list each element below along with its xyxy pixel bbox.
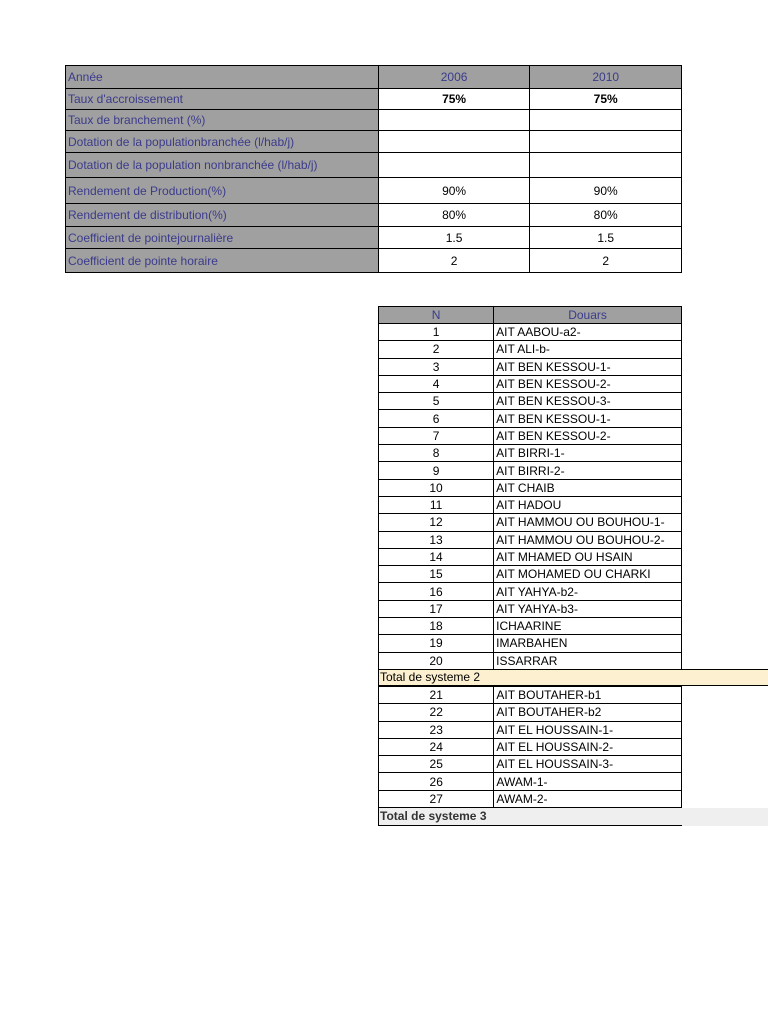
parameter-row	[66, 131, 682, 153]
parameters-table	[65, 65, 682, 273]
douar-name: ICHAARINE	[494, 618, 682, 635]
douar-name: AWAM-1-	[494, 773, 682, 790]
douar-name: AIT EL HOUSSAIN-1-	[494, 721, 682, 738]
douar-number: 19	[379, 635, 494, 652]
parameter-row	[66, 204, 682, 227]
table-bottom-border	[378, 825, 682, 826]
total-system-3-row: Total de systeme 3	[378, 808, 768, 826]
parameter-value-2006	[378, 153, 530, 178]
douar-number: 10	[379, 479, 494, 496]
douar-number: 24	[379, 738, 494, 755]
parameter-value-2010: 1.5	[530, 227, 682, 249]
douar-name: AIT BIRRI-1-	[494, 445, 682, 462]
parameter-row	[66, 178, 682, 204]
parameters-header-row	[66, 66, 682, 89]
douar-number: 25	[379, 756, 494, 773]
table-row	[379, 704, 682, 721]
parameter-label: Coefficient de pointe horaire	[66, 249, 379, 273]
douar-name: AIT HAMMOU OU BOUHOU-1-	[494, 514, 682, 531]
parameter-row	[66, 110, 682, 131]
table-row	[379, 738, 682, 755]
parameter-row	[66, 89, 682, 110]
table-row	[379, 548, 682, 565]
douar-name: AWAM-2-	[494, 790, 682, 807]
douar-name: AIT BEN KESSOU-1-	[494, 410, 682, 427]
table-row	[379, 375, 682, 392]
table-row	[379, 790, 682, 807]
douar-number: 13	[379, 531, 494, 548]
douar-number: 26	[379, 773, 494, 790]
douar-number: 22	[379, 704, 494, 721]
table-row	[379, 531, 682, 548]
table-row	[379, 462, 682, 479]
parameter-value-2006: 90%	[378, 178, 530, 204]
parameter-row	[66, 153, 682, 178]
parameter-value-2006	[378, 110, 530, 131]
table-row	[379, 583, 682, 600]
douar-name: AIT AABOU-a2-	[494, 324, 682, 341]
douar-name: AIT MOHAMED OU CHARKI	[494, 566, 682, 583]
douar-name: AIT MHAMED OU HSAIN	[494, 548, 682, 565]
table-row	[379, 410, 682, 427]
douar-number: 6	[379, 410, 494, 427]
douar-name: AIT YAHYA-b3-	[494, 600, 682, 617]
douar-name: ISSARRAR	[494, 652, 682, 669]
douar-name: AIT BEN KESSOU-1-	[494, 358, 682, 375]
year-2010-header: 2010	[530, 66, 682, 89]
parameter-value-2006: 2	[378, 249, 530, 273]
table-row	[379, 427, 682, 444]
douars-table	[378, 306, 682, 670]
douars-group-system-3	[379, 687, 682, 808]
n-column-header: N	[379, 307, 494, 324]
douar-name: IMARBAHEN	[494, 635, 682, 652]
table-row	[379, 566, 682, 583]
parameter-value-2006	[378, 131, 530, 153]
douar-name: AIT HAMMOU OU BOUHOU-2-	[494, 531, 682, 548]
parameter-row	[66, 249, 682, 273]
year-2006-header: 2006	[378, 66, 530, 89]
parameter-value-2010: 90%	[530, 178, 682, 204]
douars-header-row	[379, 307, 682, 324]
douar-number: 21	[379, 687, 494, 704]
douar-name: AIT EL HOUSSAIN-2-	[494, 738, 682, 755]
douar-number: 7	[379, 427, 494, 444]
table-row	[379, 514, 682, 531]
table-row	[379, 618, 682, 635]
total-system-2-row: Total de systeme 2	[378, 669, 768, 686]
parameter-label: Dotation de la population nonbranchée (l/hab/j)	[66, 153, 379, 178]
parameter-label: Taux d'accroissement	[66, 89, 379, 110]
parameter-value-2010	[530, 110, 682, 131]
parameter-row	[66, 227, 682, 249]
douar-name: AIT BIRRI-2-	[494, 462, 682, 479]
parameter-label: Rendement de Production(%)	[66, 178, 379, 204]
table-row	[379, 496, 682, 513]
douar-name: AIT BEN KESSOU-2-	[494, 427, 682, 444]
table-row	[379, 652, 682, 669]
douar-name: AIT BOUTAHER-b2	[494, 704, 682, 721]
parameter-value-2010	[530, 153, 682, 178]
douar-name: AIT BEN KESSOU-2-	[494, 375, 682, 392]
douar-name: AIT BEN KESSOU-3-	[494, 393, 682, 410]
douar-name: AIT BOUTAHER-b1	[494, 687, 682, 704]
douar-name: AIT HADOU	[494, 496, 682, 513]
douar-name: AIT EL HOUSSAIN-3-	[494, 756, 682, 773]
douar-number: 5	[379, 393, 494, 410]
douar-number: 4	[379, 375, 494, 392]
table-row	[379, 600, 682, 617]
douar-number: 20	[379, 652, 494, 669]
douar-name: AIT YAHYA-b2-	[494, 583, 682, 600]
parameter-value-2010: 75%	[530, 89, 682, 110]
douar-number: 18	[379, 618, 494, 635]
douar-number: 27	[379, 790, 494, 807]
table-row	[379, 721, 682, 738]
parameter-label: Rendement de distribution(%)	[66, 204, 379, 227]
table-row	[379, 341, 682, 358]
table-row	[379, 687, 682, 704]
table-row	[379, 324, 682, 341]
douar-number: 9	[379, 462, 494, 479]
parameter-value-2006: 80%	[378, 204, 530, 227]
table-row	[379, 445, 682, 462]
parameter-value-2010	[530, 131, 682, 153]
douar-number: 11	[379, 496, 494, 513]
table-row	[379, 773, 682, 790]
parameter-value-2010: 80%	[530, 204, 682, 227]
parameter-label: Dotation de la populationbranchée (l/hab/j)	[66, 131, 379, 153]
douars-table-system-3	[378, 686, 682, 808]
douar-number: 1	[379, 324, 494, 341]
douar-number: 8	[379, 445, 494, 462]
parameter-label: Coefficient de pointejournalière	[66, 227, 379, 249]
douar-number: 23	[379, 721, 494, 738]
douars-column-header: Douars	[494, 307, 682, 324]
table-row	[379, 635, 682, 652]
douar-name: AIT ALI-b-	[494, 341, 682, 358]
douar-number: 15	[379, 566, 494, 583]
douars-group-system-2	[379, 324, 682, 670]
douar-number: 16	[379, 583, 494, 600]
douar-name: AIT CHAIB	[494, 479, 682, 496]
parameter-value-2006: 1.5	[378, 227, 530, 249]
douar-number: 17	[379, 600, 494, 617]
table-row	[379, 756, 682, 773]
douar-number: 12	[379, 514, 494, 531]
parameter-label: Taux de branchement (%)	[66, 110, 379, 131]
table-row	[379, 479, 682, 496]
douar-number: 3	[379, 358, 494, 375]
table-row	[379, 393, 682, 410]
table-row	[379, 358, 682, 375]
douar-number: 14	[379, 548, 494, 565]
douar-number: 2	[379, 341, 494, 358]
parameter-value-2006: 75%	[378, 89, 530, 110]
parameter-value-2010: 2	[530, 249, 682, 273]
year-header-label: Année	[66, 66, 379, 89]
